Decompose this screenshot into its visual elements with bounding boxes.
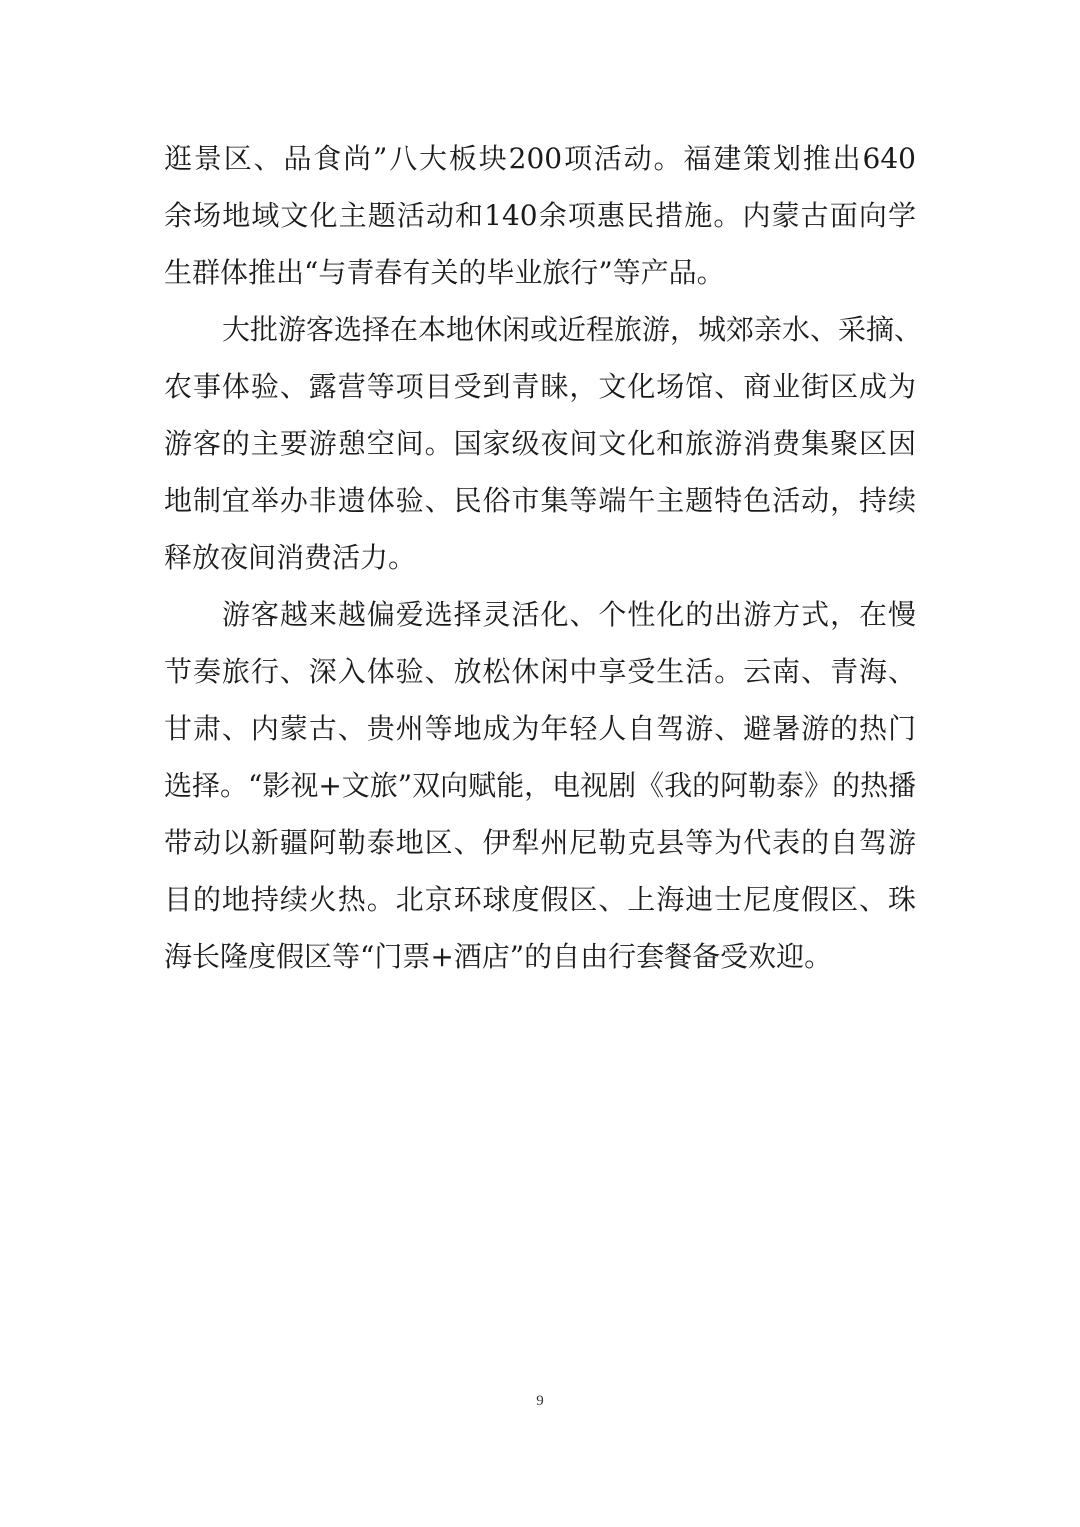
text-line: 海长隆度假区等“门票+酒店”的自由行套餐备受欢迎。 (164, 940, 833, 973)
text-line: 甘肃、内蒙古、贵州等地成为年轻人自驾游、避暑游的热门 (164, 712, 916, 745)
text-line: 地制宜举办非遗体验、民俗市集等端午主题特色活动，持续 (164, 484, 916, 517)
text-line: 农事体验、露营等项目受到青睐，文化场馆、商业街区成为 (164, 370, 916, 403)
text-line: 目的地持续火热。北京环球度假区、上海迪士尼度假区、珠 (164, 883, 916, 916)
text-line: 大批游客选择在本地休闲或近程旅游，城郊亲水、采摘、 (222, 313, 923, 346)
page-number: 9 (536, 1393, 544, 1409)
text-line: 生群体推出“与青春有关的毕业旅行”等产品。 (164, 256, 725, 289)
text-line: 游客的主要游憩空间。国家级夜间文化和旅游消费集聚区因 (164, 427, 916, 460)
body-text (164, 130, 923, 985)
text-line: 释放夜间消费活力。 (164, 541, 417, 574)
text-line: 带动以新疆阿勒泰地区、伊犁州尼勒克县等为代表的自驾游 (164, 826, 916, 859)
text-line: 节奏旅行、深入体验、放松休闲中享受生活。云南、青海、 (164, 655, 916, 688)
text-line: 游客越来越偏爱选择灵活化、个性化的出游方式，在慢 (222, 598, 916, 631)
text-line: 选择。“影视+文旅”双向赋能，电视剧《我的阿勒泰》的热播 (164, 769, 917, 802)
text-line: 余场地域文化主题活动和140余项惠民措施。内蒙古面向学 (164, 199, 916, 232)
text-line: 逛景区、品食尚”八大板块200项活动。福建策划推出640 (164, 142, 916, 175)
